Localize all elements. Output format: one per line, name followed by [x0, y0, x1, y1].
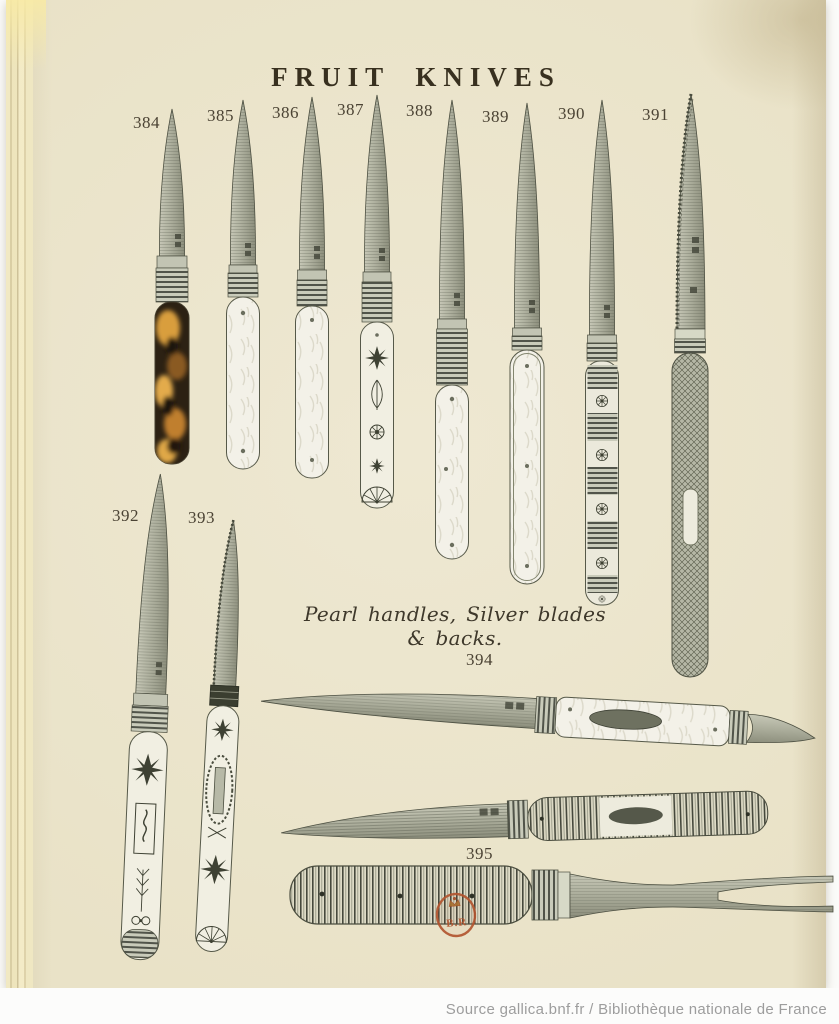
knife-388-number: 388	[406, 101, 433, 120]
knife-387-number: 387	[337, 100, 364, 119]
plate-caption: Pearl handles, Silver blades & backs.	[303, 602, 607, 650]
knife-395-number: 395	[466, 844, 493, 863]
knife-394b-illustration	[277, 783, 771, 863]
knife-386-number: 386	[272, 103, 299, 122]
knife-393-illustration	[179, 516, 262, 960]
library-stamp	[430, 884, 483, 947]
knife-389-number: 389	[482, 107, 509, 126]
knife-387-drawing	[349, 92, 405, 512]
knife-392-drawing	[107, 471, 192, 965]
knife-391-drawing	[661, 91, 719, 681]
knife-386-illustration	[284, 94, 340, 485]
knife-390-number: 390	[558, 104, 585, 123]
page-edge-top-left	[6, 0, 46, 70]
book-page	[6, 0, 826, 988]
knife-391-number: 391	[642, 105, 669, 124]
knife-384-number: 384	[133, 113, 160, 132]
knife-385-illustration	[215, 97, 271, 476]
knife-394-illustration	[256, 672, 821, 768]
plate-title: FRUIT KNIVES	[271, 62, 561, 92]
knife-393-drawing	[180, 516, 263, 955]
knife-394b-drawing	[277, 783, 771, 858]
footer-bar	[0, 988, 839, 1024]
knife-385-drawing	[215, 97, 271, 471]
knife-392-illustration	[107, 471, 193, 970]
knife-386-drawing	[284, 94, 340, 480]
knife-388-illustration	[424, 97, 480, 567]
knife-393-number: 393	[188, 508, 215, 527]
knife-388-drawing	[424, 97, 480, 562]
knife-390-illustration	[574, 97, 630, 614]
fork-395-illustration	[288, 858, 836, 939]
knife-391-illustration	[661, 91, 719, 686]
fork-395-drawing	[288, 858, 836, 934]
knife-387-illustration	[349, 92, 405, 517]
library-stamp-drawing	[430, 884, 483, 942]
knife-394-drawing	[256, 672, 820, 763]
knife-385-number: 385	[207, 106, 234, 125]
knife-389-drawing	[499, 100, 555, 588]
knife-384-drawing	[144, 106, 200, 466]
stamp-text: B.R	[445, 916, 468, 930]
knife-392-number: 392	[112, 506, 139, 525]
source-credit: Source gallica.bnf.fr / Bibliothèque nationale de France	[445, 1001, 827, 1018]
knife-389-illustration	[499, 100, 555, 593]
knife-390-drawing	[574, 97, 630, 609]
knife-384-illustration	[144, 106, 200, 471]
knife-394-number: 394	[466, 650, 493, 669]
page-edge-left	[6, 0, 33, 988]
